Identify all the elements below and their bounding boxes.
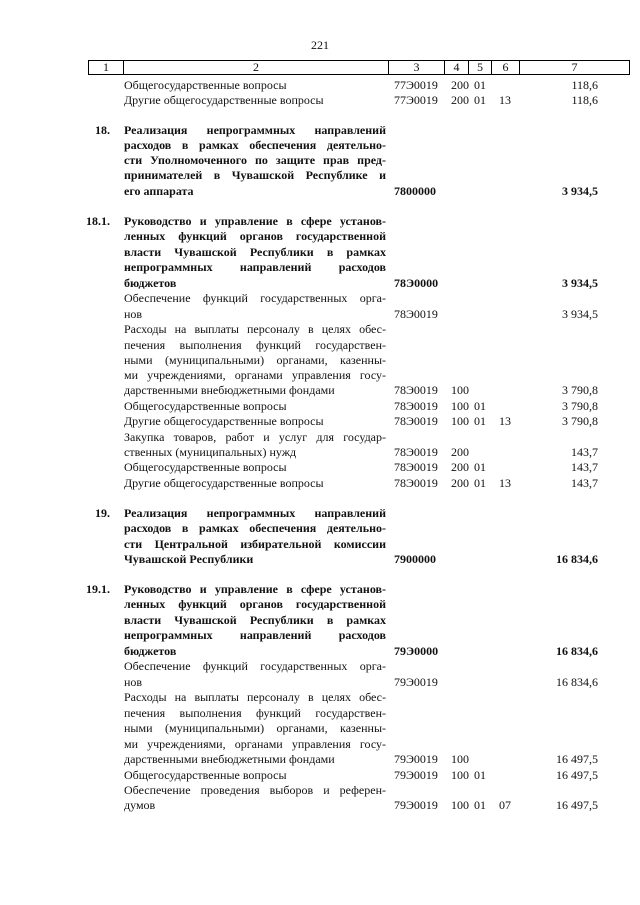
table-row [0,353,640,368]
row-expense-type: 100 [451,798,469,812]
row-expense-type: 200 [451,78,469,92]
row-description: Общегосударственные вопросы [124,78,287,92]
row-code: 78Э0019 [394,307,438,321]
table-row [0,768,640,783]
row-description: дарственными внебюджетными фондами [124,752,335,766]
row-description: нов [124,307,143,321]
table-row [0,138,640,153]
table-row [0,476,640,491]
table-row [0,445,640,460]
row-code: 78Э0019 [394,414,438,428]
row-description: ственных (муниципальных) нужд [124,445,297,459]
row-amount: 3 934,5 [562,184,598,198]
table-row [0,721,640,736]
row-description: нов [124,675,143,689]
table-row [0,506,640,521]
table-row [0,383,640,398]
row-amount: 16 497,5 [556,768,598,782]
row-code: 78Э0019 [394,476,438,490]
row-amount: 16 834,6 [556,644,598,658]
table-row [0,706,640,721]
table-row [0,597,640,612]
table-row [0,675,640,690]
table-row [0,123,640,138]
row-code: 79Э0000 [394,644,439,658]
row-description: Общегосударственные вопросы [124,399,287,413]
row-description: бюджетов [124,644,177,658]
row-description: бюджетов [124,276,177,290]
row-description: власти Чувашской Республики в рамках [124,613,386,627]
row-code: 79Э0019 [394,768,438,782]
table-row [0,628,640,643]
row-description: Чувашской Республики [124,552,254,566]
table-row [0,737,640,752]
row-description: сти Центральной избирательной комиссии [124,537,386,551]
row-number: 18.1. [86,214,110,228]
row-code: 78Э0019 [394,383,438,397]
header-col-5: 5 [469,61,492,74]
table-row [0,798,640,813]
row-code: 78Э0019 [394,445,438,459]
row-amount: 143,7 [571,460,598,474]
table-row [0,460,640,475]
row-amount: 143,7 [571,476,598,490]
row-amount: 16 497,5 [556,752,598,766]
table-row [0,613,640,628]
row-amount: 16 834,6 [556,675,598,689]
header-col-7: 7 [571,60,578,74]
row-section: 01 [474,399,486,413]
row-description: непрограммных направлений расходов [124,628,386,642]
table-row [0,307,640,322]
table-row [0,537,640,552]
row-code: 7800000 [394,184,436,198]
row-section: 01 [474,93,486,107]
row-description: дарственными внебюджетными фондами [124,383,335,397]
row-description: расходов в рамках обеспечения деятельно- [124,521,386,535]
row-expense-type: 100 [451,768,469,782]
row-description: ми учреждениями, органами управления госу- [124,368,386,382]
row-description: Реализация непрограммных направлений [124,506,386,520]
table-row [0,752,640,767]
row-description: Руководство и управление в сфере установ- [124,582,386,596]
row-expense-type: 100 [451,399,469,413]
table-row [0,399,640,414]
row-code: 79Э0019 [394,675,438,689]
row-amount: 16 497,5 [556,798,598,812]
table-row [0,276,640,291]
row-section: 01 [474,768,486,782]
row-code: 78Э0019 [394,460,438,474]
row-description: печения выполнения функций государствен- [124,706,386,720]
row-expense-type: 100 [451,414,469,428]
row-section: 01 [474,460,486,474]
header-col-1: 1 [89,61,124,74]
table-row [0,659,640,674]
row-amount: 118,6 [571,93,598,107]
row-description: Реализация непрограммных направлений [124,123,386,137]
row-amount: 3 934,5 [562,276,598,290]
table-row [0,291,640,306]
row-section: 01 [474,798,486,812]
row-subsection: 13 [499,476,511,490]
row-code: 7900000 [394,552,436,566]
row-expense-type: 200 [451,460,469,474]
row-amount: 3 790,8 [562,383,598,397]
row-description: ными (муниципальными) органами, казенны- [124,353,386,367]
row-description: Закупка товаров, работ и услуг для государ- [124,430,386,444]
row-expense-type: 200 [451,445,469,459]
table-row [0,430,640,445]
row-amount: 16 834,6 [556,552,598,566]
row-amount: 143,7 [571,445,598,459]
row-subsection: 13 [499,414,511,428]
table-row [0,93,640,108]
row-code: 79Э0019 [394,798,438,812]
row-description: Общегосударственные вопросы [124,460,287,474]
table-row [0,690,640,705]
table-row [0,414,640,429]
table-row [0,338,640,353]
row-amount: 3 934,5 [562,307,598,321]
row-description: думов [124,798,156,812]
row-code: 78Э0019 [394,399,438,413]
table-row [0,184,640,199]
table-row [0,245,640,260]
table-row [0,78,640,93]
row-expense-type: 200 [451,476,469,490]
row-number: 19. [95,506,110,520]
row-description: печения выполнения функций государствен- [124,338,386,352]
row-description: сти Уполномоченного по защите прав пред- [124,153,386,167]
table-row [0,582,640,597]
table-row [0,644,640,659]
row-description: Расходы на выплаты персоналу в целях обес- [124,690,386,704]
row-description: власти Чувашской Республики в рамках [124,245,386,259]
row-description: Другие общегосударственные вопросы [124,414,324,428]
table-row [0,214,640,229]
row-number: 19.1. [86,582,110,596]
row-description: Общегосударственные вопросы [124,768,287,782]
row-description: ми учреждениями, органами управления госу- [124,737,386,751]
row-expense-type: 100 [451,752,469,766]
row-description: принимателей в Чувашской Республике и [124,168,386,182]
row-description: Расходы на выплаты персоналу в целях обес- [124,322,386,336]
row-description: Обеспечение проведения выборов и референ- [124,783,386,797]
row-number: 18. [95,123,110,137]
header-col-2: 2 [124,61,389,74]
table-row [0,322,640,337]
table-row [0,229,640,244]
row-description: ными (муниципальными) органами, казенны- [124,721,386,735]
row-amount: 118,6 [571,78,598,92]
row-description: Руководство и управление в сфере установ- [124,214,386,228]
table-row [0,260,640,275]
row-amount: 3 790,8 [562,414,598,428]
row-amount: 3 790,8 [562,399,598,413]
row-code: 77Э0019 [394,78,438,92]
row-description: ленных функций органов государственной [124,229,386,243]
table-row [0,783,640,798]
row-code: 78Э0000 [394,276,439,290]
row-subsection: 07 [499,798,511,812]
header-col-4: 4 [445,61,469,74]
row-subsection: 13 [499,93,511,107]
row-description: Другие общегосударственные вопросы [124,476,324,490]
header-col-3: 3 [389,61,445,74]
row-description: Обеспечение функций государственных орга- [124,659,386,673]
row-section: 01 [474,414,486,428]
row-section: 01 [474,78,486,92]
row-description: Обеспечение функций государственных орга- [124,291,386,305]
row-description: непрограммных направлений расходов [124,260,386,274]
table-row [0,521,640,536]
row-code: 77Э0019 [394,93,438,107]
table-row [0,552,640,567]
row-section: 01 [474,476,486,490]
table-row [0,153,640,168]
page-number: 221 [311,38,329,52]
row-expense-type: 200 [451,93,469,107]
table-row [0,168,640,183]
table-row [0,368,640,383]
row-description: Другие общегосударственные вопросы [124,93,324,107]
header-col-6: 6 [492,61,520,74]
row-expense-type: 100 [451,383,469,397]
row-description: его аппарата [124,184,194,198]
row-description: ленных функций органов государственной [124,597,386,611]
row-description: расходов в рамках обеспечения деятельно- [124,138,386,152]
row-code: 79Э0019 [394,752,438,766]
